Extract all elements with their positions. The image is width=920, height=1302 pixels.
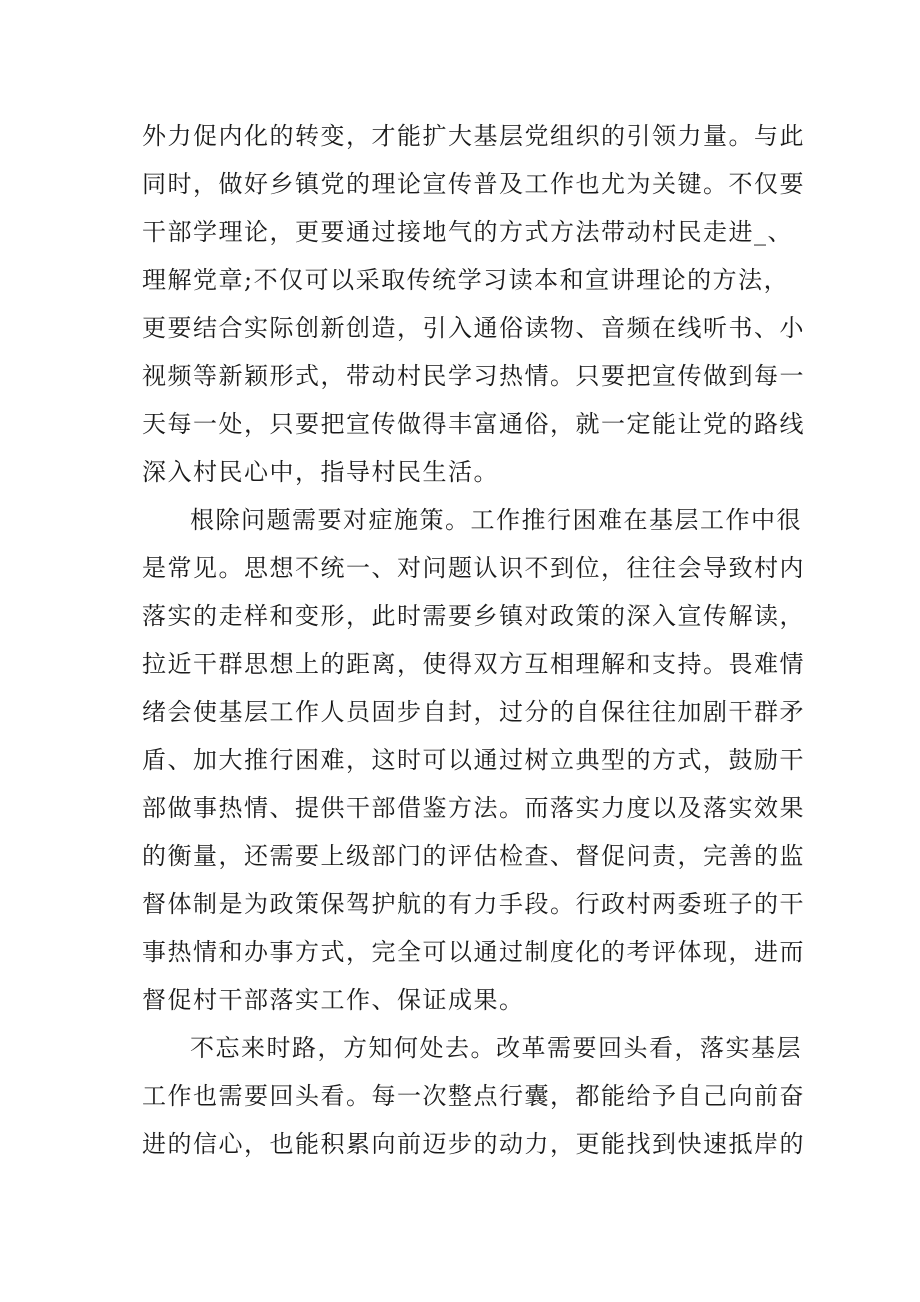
text-line: 更要结合实际创新创造，引入通俗读物、音频在线听书、小 (142, 314, 805, 342)
text-line: 的衡量，还需要上级部门的评估检查、督促问责，完善的监 (142, 842, 805, 870)
text-line: 督体制是为政策保驾护航的有力手段。行政村两委班子的干 (142, 890, 805, 918)
text-line: 干部学理论，更要通过接地气的方式方法带动村民走进_、 (142, 218, 793, 246)
text-line: 督促村干部落实工作、保证成果。 (142, 986, 525, 1014)
text-line: 落实的走样和变形，此时需要乡镇对政策的深入宣传解读， (142, 602, 805, 630)
text-line: 事热情和办事方式，完全可以通过制度化的考评体现，进而 (142, 938, 805, 966)
text-line: 天每一处，只要把宣传做得丰富通俗，就一定能让党的路线 (142, 410, 805, 438)
text-line: 根除问题需要对症施策。工作推行困难在基层工作中很 (190, 506, 802, 534)
text-line: 是常见。思想不统一、对问题认识不到位，往往会导致村内 (142, 554, 805, 582)
text-line: 同时，做好乡镇党的理论宣传普及工作也尤为关键。不仅要 (142, 170, 805, 198)
text-line: 深入村民心中，指导村民生活。 (142, 458, 499, 486)
paragraph-1 (142, 112, 805, 496)
paragraph-3 (142, 1024, 805, 1168)
text-line: 视频等新颖形式，带动村民学习热情。只要把宣传做到每一 (142, 362, 805, 390)
text-line: 外力促内化的转变，才能扩大基层党组织的引领力量。与此 (142, 122, 805, 150)
paragraph-2 (142, 496, 805, 1024)
text-line: 不忘来时路，方知何处去。改革需要回头看，落实基层 (190, 1034, 802, 1062)
text-line: 绪会使基层工作人员固步自封，过分的自保往往加剧干群矛 (142, 698, 805, 726)
body-text (142, 112, 805, 1168)
text-line: 部做事热情、提供干部借鉴方法。而落实力度以及落实效果 (142, 794, 805, 822)
text-line: 拉近干群思想上的距离，使得双方互相理解和支持。畏难情 (142, 650, 805, 678)
text-line: 进的信心，也能积累向前迈步的动力，更能找到快速抵岸的 (142, 1130, 805, 1158)
text-line: 盾、加大推行困难，这时可以通过树立典型的方式，鼓励干 (142, 746, 805, 774)
text-line: 工作也需要回头看。每一次整点行囊，都能给予自己向前奋 (142, 1082, 805, 1110)
text-line: 理解党章;不仅可以采取传统学习读本和宣讲理论的方法， (142, 266, 790, 294)
